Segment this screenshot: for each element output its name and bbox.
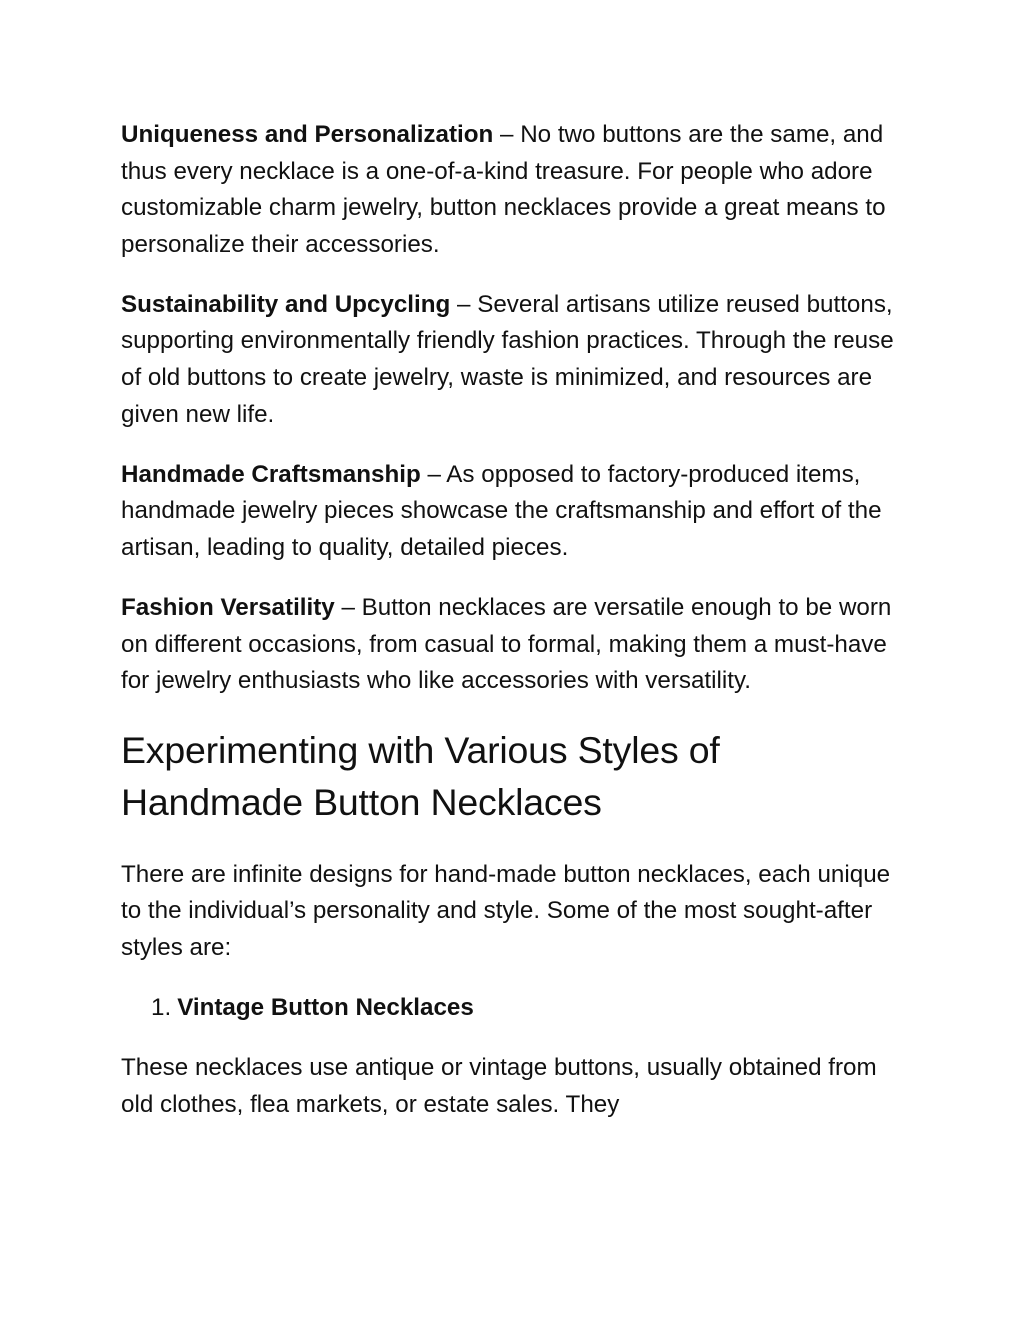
benefit-text: – Several artisans utilize reused buttons, supporting environmentally friendly fashion practices. Through the reuse of old buttons to create jewelry, waste is minimized, and resources are given new life.: [121, 290, 894, 428]
list-label: Vintage Button Necklaces: [177, 994, 474, 1022]
benefit-paragraph-craftsmanship: [121, 457, 911, 567]
benefit-term: Fashion Versatility: [121, 594, 335, 622]
closing-paragraph: These necklaces use antique or vintage buttons, usually obtained from old clothes, flea markets, or estate sales. They: [121, 1054, 877, 1118]
intro-paragraph: There are infinite designs for hand-made button necklaces, each unique to the individual’s personality and style. Some of the most sought-after styles are:: [121, 860, 891, 961]
benefit-paragraph-versatility: [121, 590, 911, 700]
list-item: [121, 990, 911, 1027]
list-number: 1.: [151, 994, 172, 1022]
benefit-term: Uniqueness and Personalization: [121, 121, 494, 148]
document-page: [121, 117, 911, 1147]
benefit-term: Handmade Craftsmanship: [121, 460, 421, 488]
benefit-text: – Button necklaces are versatile enough to be worn on different occasions, from casual to formal, making them a must-have for jewelry enthusiasts who like accessories with versatility.: [121, 594, 892, 695]
benefit-term: Sustainability and Upcycling: [121, 290, 451, 318]
benefit-paragraph-uniqueness: [121, 117, 911, 263]
benefit-paragraph-sustainability: [121, 287, 911, 433]
benefit-text: – As opposed to factory-produced items, handmade jewelry pieces showcase the craftsmanship and effort of the artisan, leading to quality, detailed pieces.: [121, 460, 882, 561]
section-heading: Experimenting with Various Styles of Handmade Button Necklaces: [121, 728, 720, 824]
benefit-text: – No two buttons are the same, and thus every necklace is a one-of-a-kind treasure. For people who adore customizable charm jewelry, button necklaces provide a great means to personalize their accessories.: [121, 121, 886, 258]
